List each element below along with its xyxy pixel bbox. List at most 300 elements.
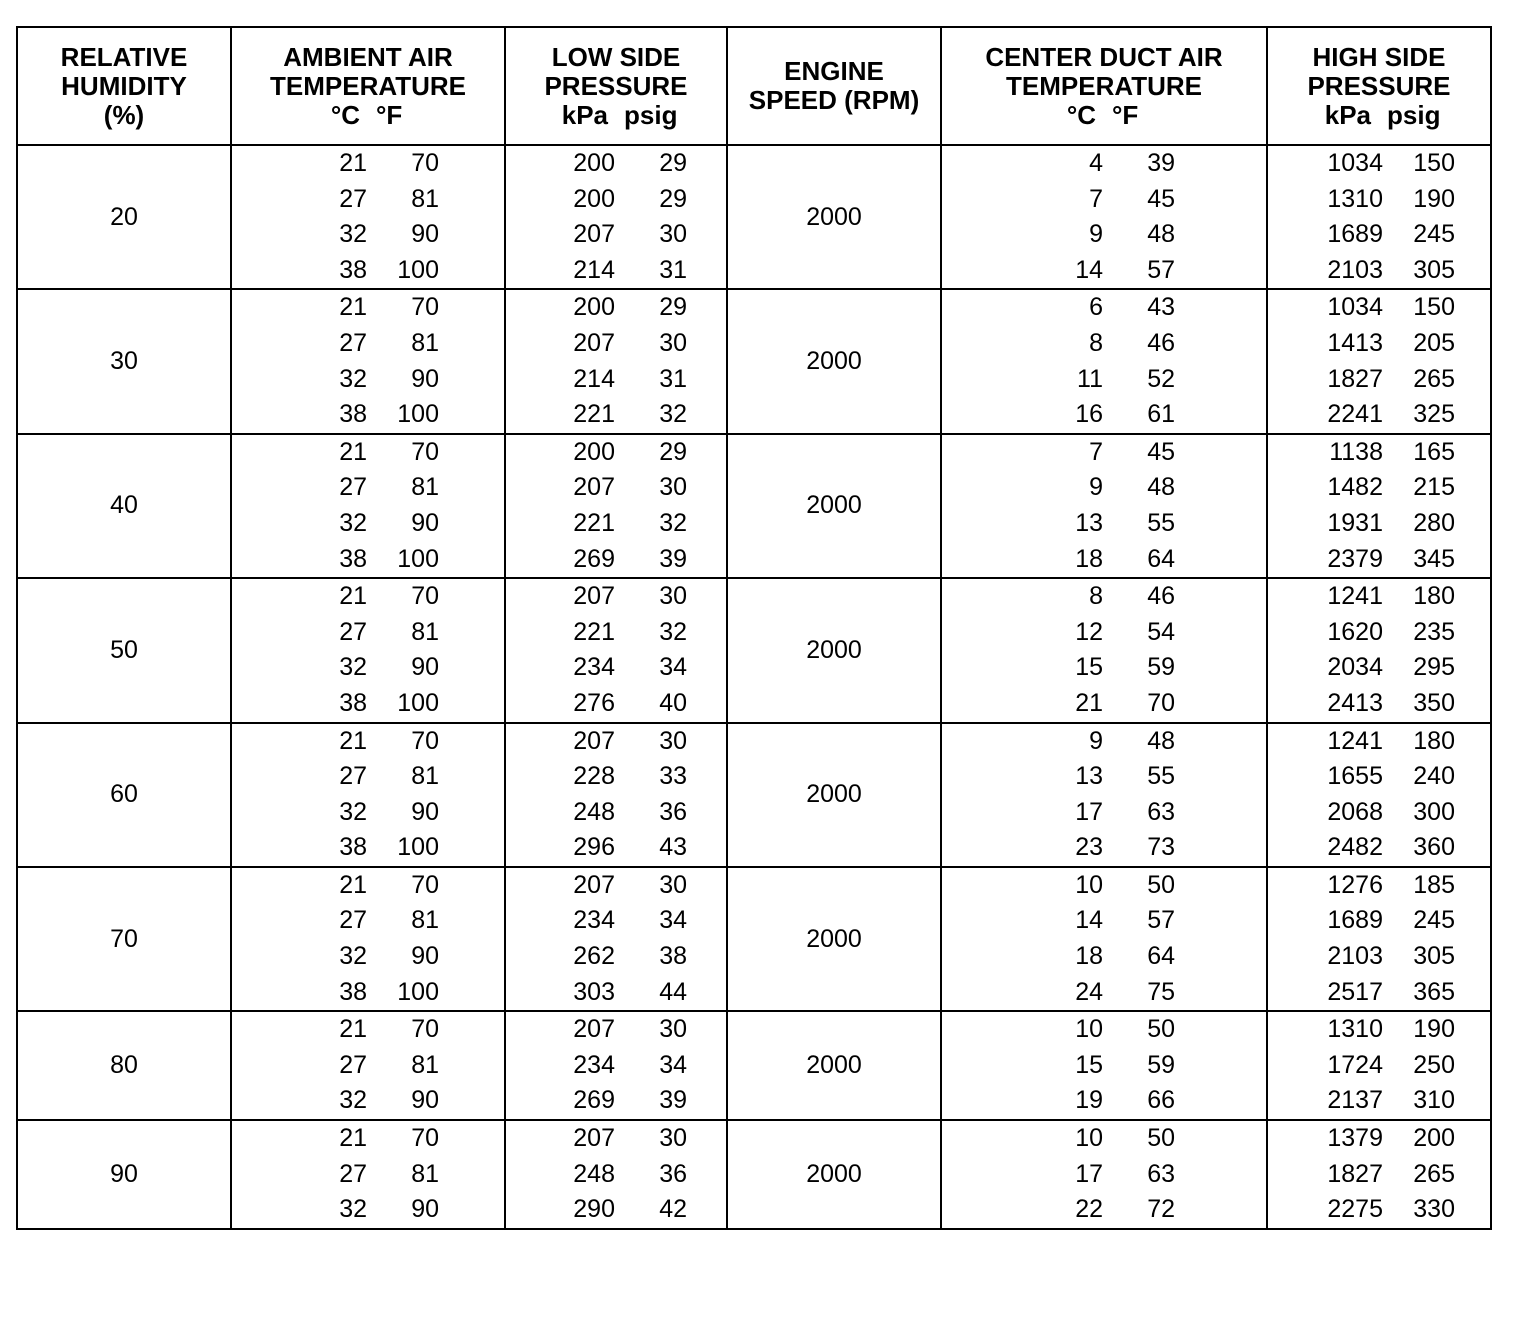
imperial-value: 100: [397, 977, 439, 1006]
center-duct-temperature-cell: [941, 434, 1267, 578]
metric-value: 10: [1075, 870, 1103, 899]
imperial-value: 34: [659, 1050, 687, 1079]
value-pair: [1268, 1012, 1490, 1048]
value-pair: [942, 290, 1266, 326]
unit-fahrenheit: °F: [1112, 99, 1139, 130]
value-pair: [942, 146, 1266, 182]
metric-value: 32: [339, 1195, 367, 1224]
value-pair: [232, 1083, 504, 1119]
value-pair: [232, 1048, 504, 1084]
value-pair: [506, 939, 726, 975]
value-pair: [506, 146, 726, 182]
imperial-value: 39: [659, 1086, 687, 1115]
imperial-value: 70: [1147, 688, 1175, 717]
value-pair: [232, 615, 504, 651]
low-side-pressure-cell: [505, 578, 727, 722]
value-pair: [1268, 1192, 1490, 1228]
header-line: (%): [103, 99, 145, 130]
table-row: [17, 1011, 1491, 1120]
metric-value: 207: [573, 726, 615, 755]
imperial-value: 215: [1413, 473, 1455, 502]
value-pair: [506, 542, 726, 578]
low-side-pressure-cell: [505, 145, 727, 289]
imperial-value: 90: [411, 1086, 439, 1115]
value-pair: [1268, 542, 1490, 578]
imperial-value: 360: [1413, 833, 1455, 862]
imperial-value: 81: [411, 762, 439, 791]
value-pair: [1268, 326, 1490, 362]
imperial-value: 30: [659, 726, 687, 755]
center-duct-temperature-cell: [941, 1120, 1267, 1229]
metric-value: 269: [573, 544, 615, 573]
high-side-pressure-cell: [1267, 289, 1491, 433]
metric-value: 27: [339, 906, 367, 935]
metric-value: 296: [573, 833, 615, 862]
ambient-temperature-cell: [231, 1120, 505, 1229]
engine-speed-cell: 2000: [727, 289, 941, 433]
ambient-temperature-cell: [231, 145, 505, 289]
imperial-value: 45: [1147, 437, 1175, 466]
imperial-value: 70: [411, 726, 439, 755]
imperial-value: 200: [1413, 1124, 1455, 1153]
imperial-value: 63: [1147, 1159, 1175, 1188]
imperial-value: 64: [1147, 544, 1175, 573]
metric-value: 32: [339, 797, 367, 826]
metric-value: 207: [573, 1124, 615, 1153]
imperial-value: 265: [1413, 1159, 1455, 1188]
engine-speed-cell: 2000: [727, 867, 941, 1011]
metric-value: 16: [1075, 400, 1103, 429]
metric-value: 27: [339, 473, 367, 502]
value-pair: [506, 470, 726, 506]
imperial-value: 66: [1147, 1086, 1175, 1115]
value-pair: [1268, 830, 1490, 866]
imperial-value: 100: [397, 833, 439, 862]
value-pair: [506, 217, 726, 253]
imperial-value: 43: [1147, 293, 1175, 322]
table-row: [17, 289, 1491, 433]
low-side-pressure-cell: [505, 1120, 727, 1229]
imperial-value: 70: [411, 437, 439, 466]
imperial-value: 30: [659, 582, 687, 611]
value-pair: [942, 506, 1266, 542]
imperial-value: 150: [1413, 293, 1455, 322]
value-pair: [942, 615, 1266, 651]
imperial-value: 310: [1413, 1086, 1455, 1115]
imperial-value: 61: [1147, 400, 1175, 429]
imperial-value: 63: [1147, 797, 1175, 826]
metric-value: 234: [573, 653, 615, 682]
value-pair: [942, 759, 1266, 795]
ambient-temperature-cell: [231, 1011, 505, 1120]
value-pair: [1268, 1121, 1490, 1157]
header-high-side-pressure: [1267, 27, 1491, 145]
unit-fahrenheit: °F: [376, 99, 403, 130]
value-pair: [232, 1012, 504, 1048]
metric-value: 21: [339, 870, 367, 899]
value-pair: [232, 470, 504, 506]
low-side-pressure-cell: [505, 289, 727, 433]
low-side-pressure-cell: [505, 867, 727, 1011]
value-pair: [232, 724, 504, 760]
metric-value: 9: [1089, 220, 1103, 249]
value-pair: [232, 326, 504, 362]
high-side-pressure-cell: [1267, 867, 1491, 1011]
imperial-value: 39: [1147, 149, 1175, 177]
metric-value: 10: [1075, 1124, 1103, 1153]
metric-value: 1931: [1327, 508, 1383, 537]
metric-value: 248: [573, 1159, 615, 1188]
value-pair: [232, 146, 504, 182]
imperial-value: 81: [411, 1050, 439, 1079]
header-ambient-air-temperature: [231, 27, 505, 145]
metric-value: 21: [1075, 688, 1103, 717]
metric-value: 7: [1089, 437, 1103, 466]
imperial-value: 73: [1147, 833, 1175, 862]
value-pair: [942, 579, 1266, 615]
metric-value: 11: [1077, 364, 1103, 393]
metric-value: 207: [573, 870, 615, 899]
value-pair: [1268, 1157, 1490, 1193]
metric-value: 303: [573, 977, 615, 1006]
metric-value: 1724: [1327, 1050, 1383, 1079]
value-pair: [232, 362, 504, 398]
imperial-value: 70: [411, 870, 439, 899]
imperial-value: 81: [411, 473, 439, 502]
low-side-pressure-cell: [505, 434, 727, 578]
high-side-pressure-cell: [1267, 578, 1491, 722]
value-pair: [506, 1192, 726, 1228]
imperial-value: 70: [411, 582, 439, 611]
metric-value: 2517: [1327, 977, 1383, 1006]
imperial-value: 48: [1147, 473, 1175, 502]
metric-value: 27: [339, 1050, 367, 1079]
metric-value: 1689: [1327, 906, 1383, 935]
header-engine-speed: [727, 27, 941, 145]
imperial-value: 325: [1413, 400, 1455, 429]
value-pair: [942, 1083, 1266, 1119]
imperial-value: 50: [1147, 1015, 1175, 1044]
metric-value: 9: [1089, 726, 1103, 755]
header-line: SPEED (RPM): [748, 85, 920, 115]
metric-value: 200: [573, 149, 615, 177]
metric-value: 290: [573, 1195, 615, 1224]
metric-value: 8: [1089, 328, 1103, 357]
center-duct-temperature-cell: [941, 723, 1267, 867]
imperial-value: 42: [659, 1195, 687, 1224]
value-pair: [232, 650, 504, 686]
imperial-value: 75: [1147, 977, 1175, 1006]
metric-value: 7: [1089, 184, 1103, 213]
value-pair: [232, 1157, 504, 1193]
metric-value: 1241: [1327, 582, 1383, 611]
imperial-value: 300: [1413, 797, 1455, 826]
imperial-value: 150: [1413, 149, 1455, 177]
value-pair: [506, 1121, 726, 1157]
value-pair: [942, 1192, 1266, 1228]
imperial-value: 345: [1413, 544, 1455, 573]
table-row: [17, 723, 1491, 867]
value-pair: [506, 182, 726, 218]
metric-value: 27: [339, 617, 367, 646]
relative-humidity-cell: 80: [17, 1011, 231, 1120]
value-pair: [506, 1083, 726, 1119]
imperial-value: 240: [1413, 762, 1455, 791]
high-side-pressure-cell: [1267, 1120, 1491, 1229]
imperial-value: 29: [659, 437, 687, 466]
imperial-value: 54: [1147, 617, 1175, 646]
metric-value: 2103: [1327, 942, 1383, 971]
relative-humidity-cell: 60: [17, 723, 231, 867]
imperial-value: 29: [659, 149, 687, 177]
imperial-value: 205: [1413, 328, 1455, 357]
imperial-value: 330: [1413, 1195, 1455, 1224]
header-row: [17, 27, 1491, 145]
value-pair: [942, 1048, 1266, 1084]
table-row: [17, 1120, 1491, 1229]
imperial-value: 180: [1413, 726, 1455, 755]
ambient-temperature-cell: [231, 723, 505, 867]
value-pair: [506, 830, 726, 866]
metric-value: 15: [1075, 653, 1103, 682]
metric-value: 21: [339, 1015, 367, 1044]
value-pair: [1268, 182, 1490, 218]
metric-value: 1827: [1327, 364, 1383, 393]
value-pair: [942, 326, 1266, 362]
unit-psig: psig: [1387, 99, 1441, 130]
imperial-value: 33: [659, 762, 687, 791]
value-pair: [1268, 650, 1490, 686]
imperial-value: 180: [1413, 582, 1455, 611]
value-pair: [1268, 397, 1490, 433]
value-pair: [1268, 724, 1490, 760]
header-line: TEMPERATURE: [1006, 70, 1202, 101]
imperial-value: 30: [659, 328, 687, 357]
value-pair: [1268, 903, 1490, 939]
imperial-value: 250: [1413, 1050, 1455, 1079]
high-side-pressure-cell: [1267, 434, 1491, 578]
header-line: HIGH SIDE: [1312, 41, 1446, 72]
value-pair: [232, 830, 504, 866]
metric-value: 18: [1075, 942, 1103, 971]
value-pair: [232, 506, 504, 542]
engine-speed-cell: 2000: [727, 145, 941, 289]
metric-value: 234: [573, 1050, 615, 1079]
value-pair: [506, 759, 726, 795]
value-pair: [1268, 759, 1490, 795]
metric-value: 13: [1075, 762, 1103, 791]
value-pair: [942, 686, 1266, 722]
metric-value: 1034: [1327, 293, 1383, 322]
value-pair: [1268, 253, 1490, 289]
imperial-value: 36: [659, 797, 687, 826]
engine-speed-cell: 2000: [727, 1120, 941, 1229]
metric-value: 214: [573, 364, 615, 393]
metric-value: 6: [1089, 293, 1103, 322]
imperial-value: 90: [411, 220, 439, 249]
table-row: [17, 578, 1491, 722]
imperial-value: 90: [411, 508, 439, 537]
imperial-value: 55: [1147, 762, 1175, 791]
value-pair: [1268, 362, 1490, 398]
table-row: [17, 867, 1491, 1011]
metric-value: 17: [1075, 797, 1103, 826]
relative-humidity-cell: 90: [17, 1120, 231, 1229]
unit-celsius: °C: [1066, 99, 1096, 130]
value-pair: [1268, 1083, 1490, 1119]
metric-value: 2482: [1327, 833, 1383, 862]
imperial-value: 57: [1147, 906, 1175, 935]
value-pair: [942, 362, 1266, 398]
metric-value: 1620: [1327, 617, 1383, 646]
value-pair: [1268, 470, 1490, 506]
imperial-value: 70: [411, 1015, 439, 1044]
metric-value: 27: [339, 1159, 367, 1188]
metric-value: 38: [339, 833, 367, 862]
header-line: RELATIVE: [60, 41, 188, 72]
value-pair: [942, 830, 1266, 866]
metric-value: 4: [1089, 149, 1103, 177]
value-pair: [232, 1121, 504, 1157]
imperial-value: 350: [1413, 688, 1455, 717]
value-pair: [942, 435, 1266, 471]
engine-speed-cell: 2000: [727, 578, 941, 722]
metric-value: 2413: [1327, 688, 1383, 717]
value-pair: [232, 397, 504, 433]
metric-value: 9: [1089, 473, 1103, 502]
imperial-value: 48: [1147, 220, 1175, 249]
center-duct-temperature-cell: [941, 289, 1267, 433]
value-pair: [232, 579, 504, 615]
metric-value: 2241: [1327, 400, 1383, 429]
header-line: TEMPERATURE: [270, 70, 466, 101]
ambient-temperature-cell: [231, 578, 505, 722]
engine-speed-cell: 2000: [727, 723, 941, 867]
imperial-value: 45: [1147, 184, 1175, 213]
relative-humidity-cell: 50: [17, 578, 231, 722]
imperial-value: 39: [659, 544, 687, 573]
header-low-side-pressure: [505, 27, 727, 145]
metric-value: 27: [339, 328, 367, 357]
metric-value: 221: [573, 400, 615, 429]
value-pair: [1268, 615, 1490, 651]
metric-value: 228: [573, 762, 615, 791]
metric-value: 24: [1075, 977, 1103, 1006]
metric-value: 21: [339, 1124, 367, 1153]
header-center-duct-air-temperature: [941, 27, 1267, 145]
metric-value: 23: [1075, 833, 1103, 862]
value-pair: [1268, 1048, 1490, 1084]
imperial-value: 70: [411, 149, 439, 177]
high-side-pressure-cell: [1267, 1011, 1491, 1120]
engine-speed-cell: 2000: [727, 434, 941, 578]
low-side-pressure-cell: [505, 1011, 727, 1120]
value-pair: [942, 939, 1266, 975]
ambient-temperature-cell: [231, 867, 505, 1011]
ambient-temperature-cell: [231, 434, 505, 578]
imperial-value: 90: [411, 364, 439, 393]
value-pair: [506, 506, 726, 542]
header-line: LOW SIDE: [551, 41, 681, 72]
imperial-value: 295: [1413, 653, 1455, 682]
imperial-value: 100: [397, 544, 439, 573]
metric-value: 12: [1075, 617, 1103, 646]
metric-value: 2137: [1327, 1086, 1383, 1115]
center-duct-temperature-cell: [941, 1011, 1267, 1120]
imperial-value: 29: [659, 184, 687, 213]
metric-value: 207: [573, 473, 615, 502]
metric-value: 234: [573, 906, 615, 935]
imperial-value: 190: [1413, 184, 1455, 213]
metric-value: 21: [339, 149, 367, 177]
relative-humidity-cell: 40: [17, 434, 231, 578]
value-pair: [232, 542, 504, 578]
imperial-value: 280: [1413, 508, 1455, 537]
value-pair: [506, 795, 726, 831]
value-pair: [232, 435, 504, 471]
value-pair: [506, 362, 726, 398]
metric-value: 27: [339, 184, 367, 213]
imperial-value: 190: [1413, 1015, 1455, 1044]
metric-value: 14: [1075, 906, 1103, 935]
center-duct-temperature-cell: [941, 578, 1267, 722]
value-pair: [1268, 975, 1490, 1011]
header-line: CENTER DUCT AIR: [985, 41, 1223, 72]
metric-value: 1276: [1327, 870, 1383, 899]
metric-value: 14: [1075, 255, 1103, 284]
imperial-value: 81: [411, 184, 439, 213]
imperial-value: 90: [411, 653, 439, 682]
imperial-value: 185: [1413, 870, 1455, 899]
metric-value: 1138: [1329, 437, 1383, 466]
metric-value: 2103: [1327, 255, 1383, 284]
imperial-value: 100: [397, 255, 439, 284]
value-pair: [232, 253, 504, 289]
metric-value: 207: [573, 220, 615, 249]
metric-value: 207: [573, 1015, 615, 1044]
metric-value: 1241: [1327, 726, 1383, 755]
imperial-value: 57: [1147, 255, 1175, 284]
imperial-value: 81: [411, 328, 439, 357]
value-pair: [942, 868, 1266, 904]
value-pair: [1268, 435, 1490, 471]
imperial-value: 365: [1413, 977, 1455, 1006]
imperial-value: 30: [659, 1015, 687, 1044]
imperial-value: 34: [659, 653, 687, 682]
value-pair: [1268, 506, 1490, 542]
imperial-value: 265: [1413, 364, 1455, 393]
metric-value: 1310: [1327, 1015, 1383, 1044]
value-pair: [506, 1157, 726, 1193]
metric-value: 32: [339, 220, 367, 249]
header-line: PRESSURE: [544, 70, 688, 101]
value-pair: [942, 724, 1266, 760]
metric-value: 32: [339, 508, 367, 537]
metric-value: 221: [573, 617, 615, 646]
relative-humidity-cell: 30: [17, 289, 231, 433]
value-pair: [232, 182, 504, 218]
metric-value: 262: [573, 942, 615, 971]
value-pair: [942, 182, 1266, 218]
value-pair: [942, 975, 1266, 1011]
value-pair: [942, 903, 1266, 939]
imperial-value: 34: [659, 906, 687, 935]
value-pair: [1268, 686, 1490, 722]
imperial-value: 36: [659, 1159, 687, 1188]
value-pair: [942, 1012, 1266, 1048]
value-pair: [942, 542, 1266, 578]
metric-value: 27: [339, 762, 367, 791]
